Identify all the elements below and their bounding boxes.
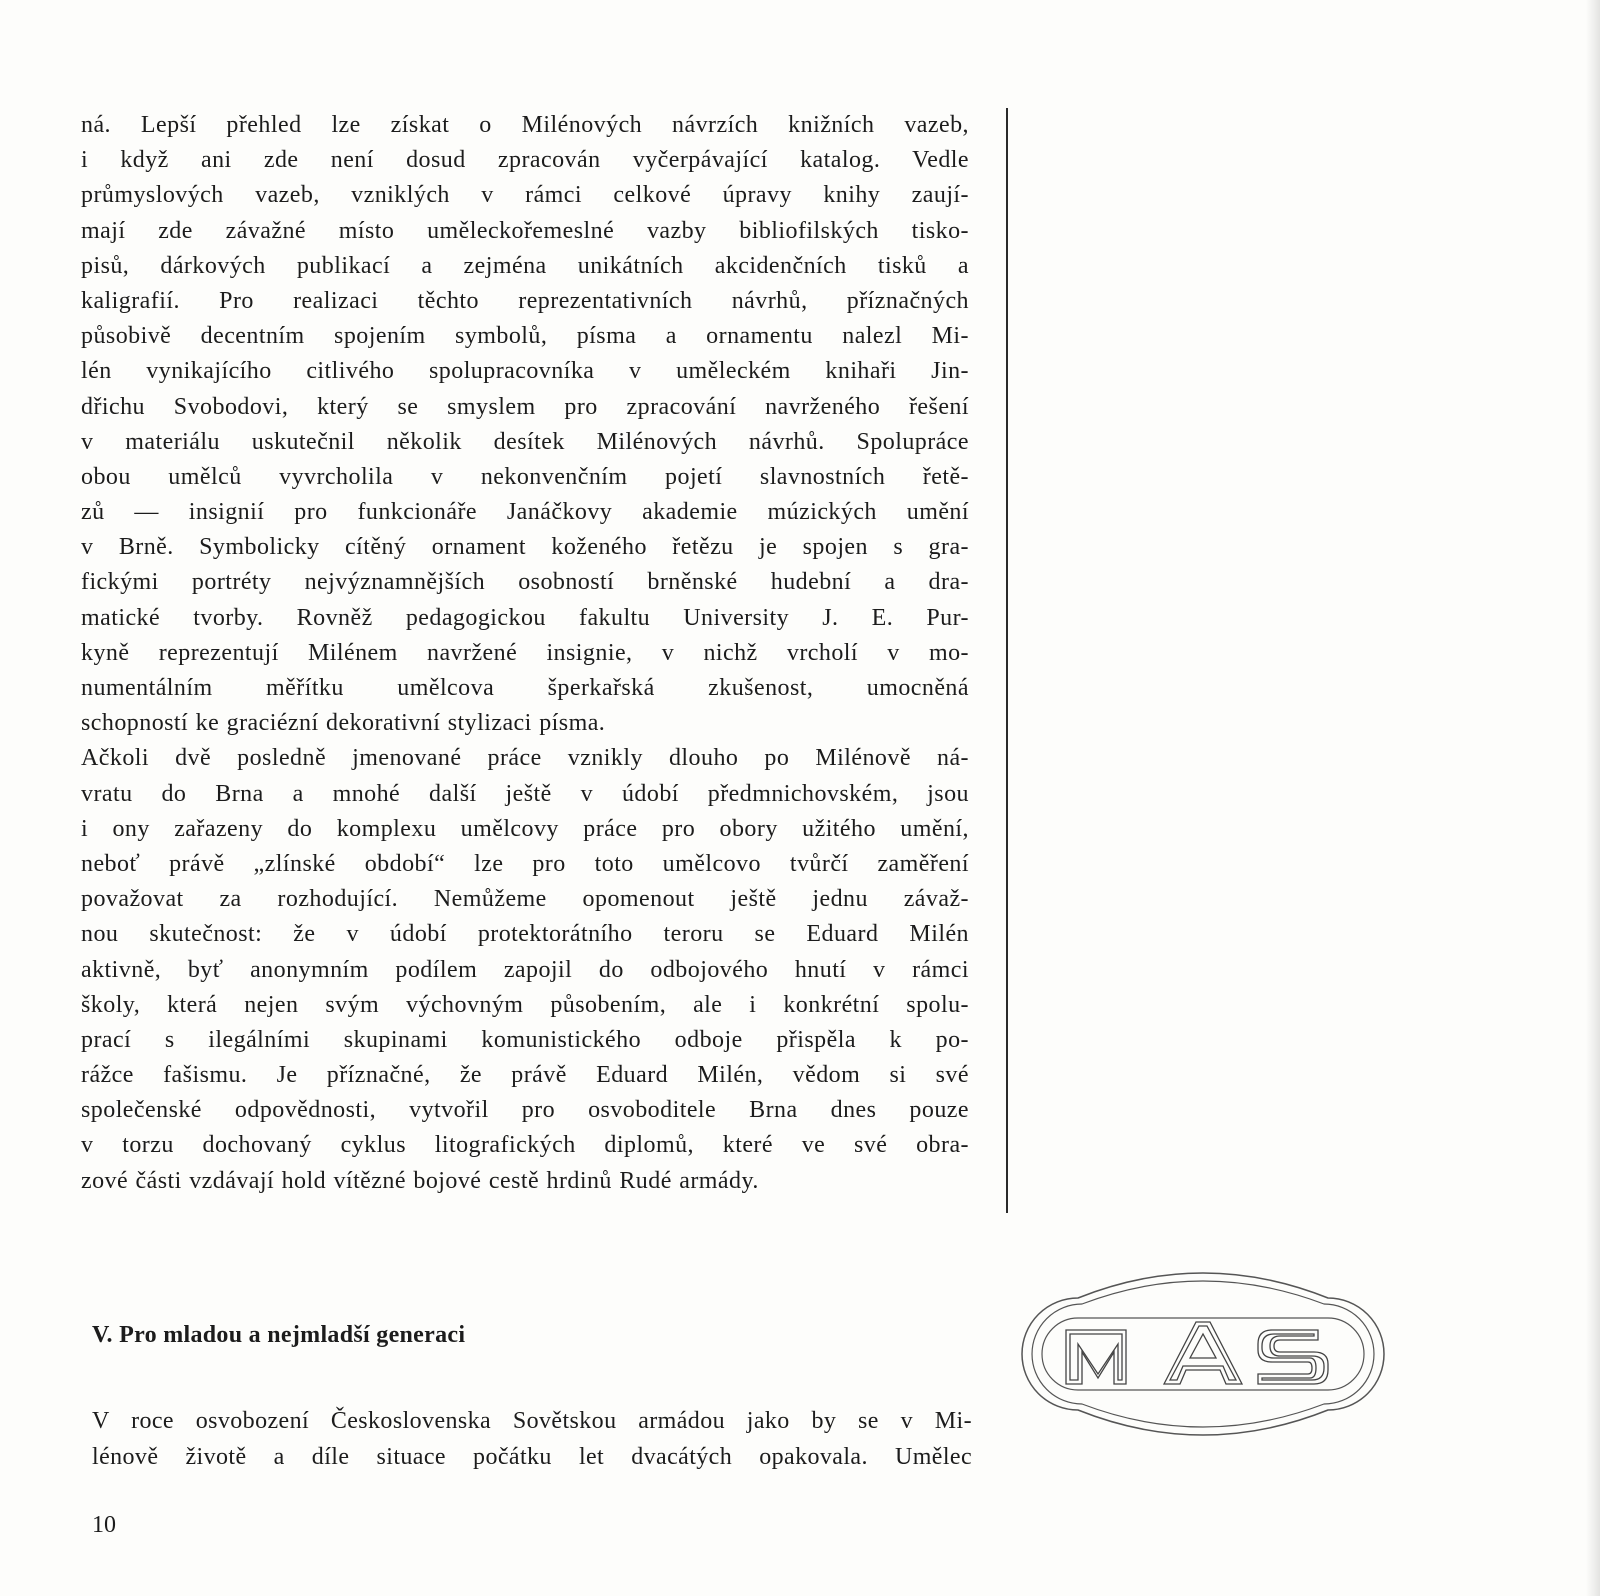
text-line: v torzu dochovaný cyklus litografických diplomů, které ve své obra- <box>81 1132 969 1159</box>
section-paragraph <box>92 1403 972 1475</box>
text-line: rážce fašismu. Je příznačné, že právě Eduard Milén, vědom si své <box>81 1062 969 1089</box>
text-line: mají zde závažné místo uměleckořemeslné vazby bibliofilských tisko- <box>81 217 969 244</box>
text-line: aktivně, byť anonymním podílem zapojil do odbojového hnutí v rámci <box>81 956 969 983</box>
text-line: vratu do Brna a mnohé další ještě v údobí předmnichovském, jsou <box>81 780 969 807</box>
text-line: zů — insignií pro funkcionáře Janáčkovy akademie múzických umění <box>81 499 969 526</box>
text-line: kyně reprezentují Milénem navržené insignie, v nichž vrcholí v mo- <box>81 639 969 666</box>
text-line: zové části vzdávají hold vítězné bojové cestě hrdinů Rudé armády. <box>81 1167 759 1194</box>
text-line: prací s ilegálními skupinami komunistického odboje přispěla k po- <box>81 1026 969 1053</box>
text-line: fickými portréty nejvýznamnějších osobností brněnské hudební a dra- <box>81 569 969 596</box>
text-line: V roce osvobození Československa Sovětskou armádou jako by se v Mi- <box>92 1408 972 1434</box>
text-line: i když ani zde není dosud zpracován vyčerpávající katalog. Vedle <box>81 147 969 174</box>
text-line: neboť právě „zlínské období“ lze pro toto umělcovo tvůrčí zaměření <box>81 850 969 877</box>
text-line: lén vynikajícího citlivého spolupracovníka v uměleckém knihaři Jin- <box>81 358 969 385</box>
text-line: pisů, dárkových publikací a zejména unikátních akcidenčních tisků a <box>81 252 969 279</box>
mas-logo-icon <box>1018 1260 1388 1448</box>
text-line: kaligrafií. Pro realizaci těchto reprezentativních návrhů, příznačných <box>81 287 969 314</box>
text-line: ná. Lepší přehled lze získat o Milénových návrzích knižních vazeb, <box>81 112 969 138</box>
text-line: matické tvorby. Rovněž pedagogickou fakultu University J. E. Pur- <box>81 604 969 631</box>
text-line: obou umělců vyvrcholila v nekonvenčním pojetí slavnostních řetě- <box>81 463 969 490</box>
text-line: schopností ke graciézní dekorativní stylizaci písma. <box>81 710 606 737</box>
text-line: lénově životě a díle situace počátku let dvacátých opakovala. Umělec <box>92 1444 972 1470</box>
text-line: v Brně. Symbolicky cítěný ornament koženého řetězu je spojen s gra- <box>81 534 969 561</box>
text-line: nou skutečnost: že v údobí protektorátního teroru se Eduard Milén <box>81 921 969 948</box>
text-line: průmyslových vazeb, vzniklých v rámci celkové úpravy knihy zaují- <box>81 182 969 209</box>
page-edge-shadow <box>1586 0 1600 1596</box>
text-line: společenské odpovědnosti, vytvořil pro osvoboditele Brna dnes pouze <box>81 1097 969 1124</box>
text-line: dřichu Svobodovi, který se smyslem pro zpracování navrženého řešení <box>81 393 969 420</box>
text-line: školy, která nejen svým výchovným působením, ale i konkrétní spolu- <box>81 991 969 1018</box>
body-paragraph <box>81 108 969 1199</box>
text-line: působivě decentním spojením symbolů, písma a ornamentu nalezl Mi- <box>81 323 969 350</box>
text-line: numentálním měřítku umělcova šperkařská zkušenost, umocněná <box>81 675 969 701</box>
text-line: v materiálu uskutečnil několik desítek Milénových návrhů. Spolupráce <box>81 428 969 455</box>
text-line: Ačkoli dvě posledně jmenované práce vznikly dlouho po Milénově ná- <box>81 745 969 772</box>
page-number: 10 <box>92 1512 116 1538</box>
vertical-rule <box>1006 108 1008 1213</box>
text-line: považovat za rozhodující. Nemůžeme opomenout ještě jednu závaž- <box>81 886 969 913</box>
section-heading: V. Pro mladou a nejmladší generaci <box>92 1322 466 1348</box>
text-line: i ony zařazeny do komplexu umělcovy práce pro obory užitého umění, <box>81 815 969 842</box>
